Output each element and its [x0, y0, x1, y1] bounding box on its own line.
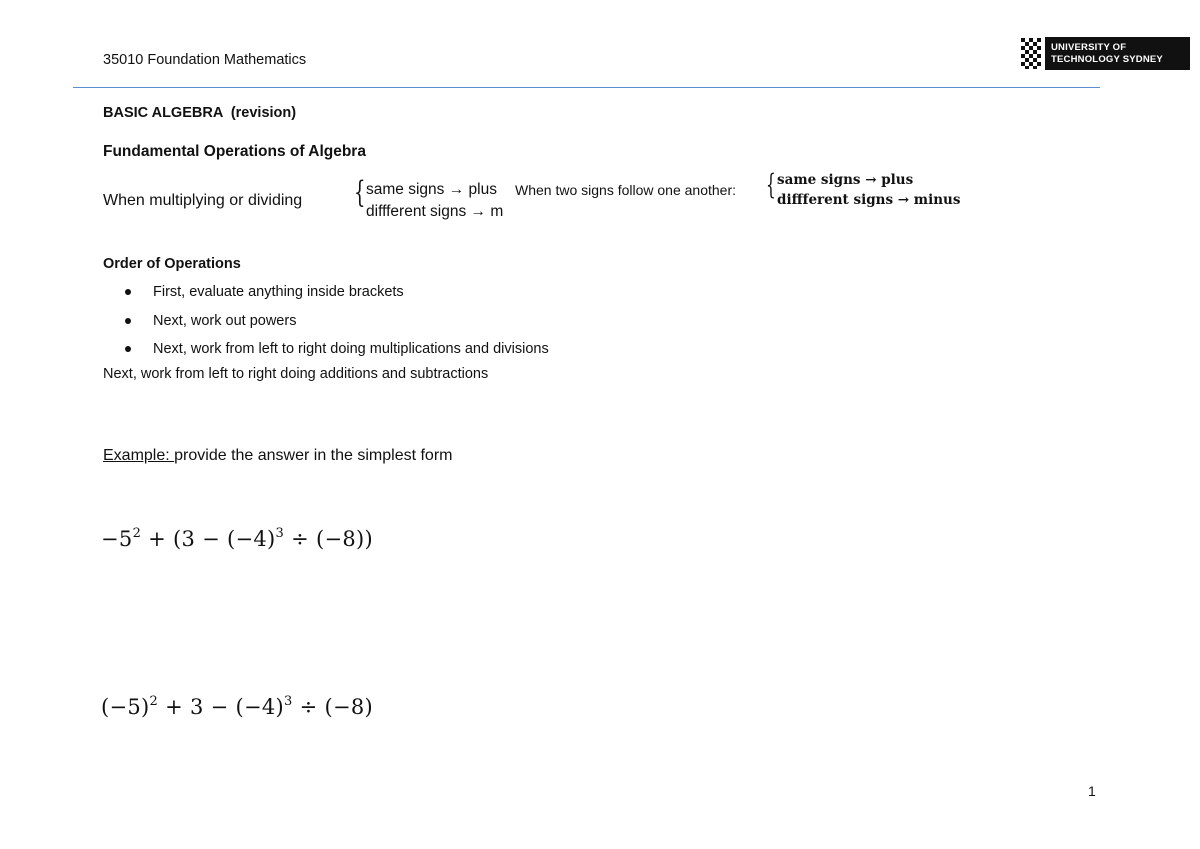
left-brace-icon: {	[354, 175, 366, 210]
mult-same-signs-rule: same signs → plus	[366, 181, 497, 198]
logo-line-2: TECHNOLOGY SYDNEY	[1051, 53, 1163, 65]
follow-same-signs-rule: same signs → plus	[777, 172, 914, 188]
university-logo	[1020, 37, 1190, 70]
list-item: First, evaluate anything inside brackets	[125, 282, 549, 311]
mult-different-signs-rule: diffferent signs → m	[366, 203, 504, 220]
list-item: Next, work from left to right doing multiplications and divisions	[125, 339, 549, 368]
left-brace-icon: {	[766, 168, 776, 201]
header-rule	[73, 87, 1100, 88]
two-signs-label: When two signs follow one another:	[515, 182, 737, 198]
follow-different-signs-rule: diffferent signs → minus	[777, 192, 961, 208]
math-expression-1: $-5^2 + (3 - (-4)^3 \div (-8))$	[101, 526, 373, 551]
multiplying-label: When multiplying or dividing	[103, 192, 303, 209]
bullet-icon	[125, 318, 131, 324]
example-text: provide the answer in the simplest form	[174, 447, 453, 464]
bullet-icon	[125, 289, 131, 295]
bullet-icon	[125, 346, 131, 352]
example-instruction	[103, 447, 452, 465]
logo-wordmark	[1045, 37, 1190, 70]
order-of-operations-title: Order of Operations	[103, 256, 241, 272]
section-title: BASIC ALGEBRA (revision)	[103, 105, 297, 121]
section-subtitle: Fundamental Operations of Algebra	[103, 143, 366, 160]
math-expression-2: $(-5)^2 + 3 - (-4)^3 \div (-8)$	[101, 694, 373, 719]
example-label: Example:	[103, 447, 175, 464]
order-final-step: Next, work from left to right doing additions and subtractions	[103, 366, 489, 382]
uts-logo-mark-icon	[1020, 37, 1042, 70]
logo-line-1: UNIVERSITY OF	[1051, 41, 1127, 53]
course-title: 35010 Foundation Mathematics	[103, 52, 307, 68]
order-of-operations-list	[125, 282, 549, 368]
page-number: 1	[1088, 783, 1096, 799]
list-item: Next, work out powers	[125, 311, 549, 340]
